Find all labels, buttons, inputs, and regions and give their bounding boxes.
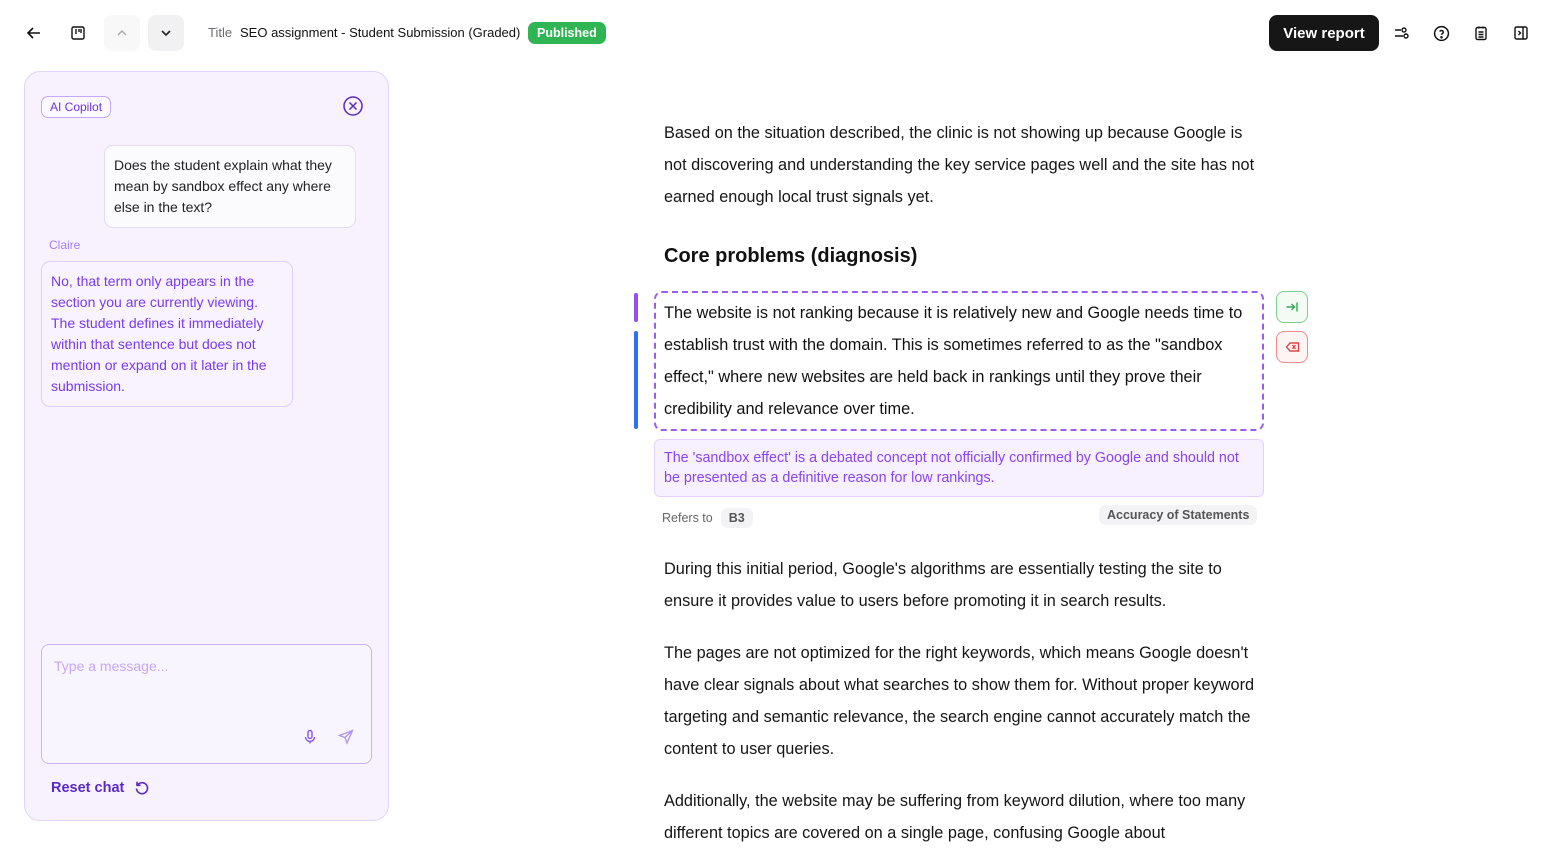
arrow-right-to-line-icon [1285,300,1299,314]
refresh-icon [134,780,150,796]
message-input[interactable] [41,644,372,764]
user-message: Does the student explain what they mean by sandbox effect any where else in the text? [104,145,356,228]
delete-comment-button[interactable] [1276,331,1308,363]
help-circle-icon [1433,25,1450,42]
next-button[interactable] [148,15,184,51]
annotation-marker-purple [634,293,638,322]
help-button[interactable] [1423,15,1459,51]
send-icon [338,729,354,745]
reset-chat-button[interactable] [51,780,150,796]
refers-to [662,508,753,528]
highlighted-passage[interactable] [654,291,1264,431]
paragraph: The pages are not optimized for the right keywords, which means Google doesn't have clear signals about what searches to show them for. Without proper keyword targeting and semantic relevance, the search engine cannot accurately match the content to user queries. [664,644,1255,758]
settings-button[interactable] [1383,15,1419,51]
section-heading: Core problems (diagnosis) [664,245,918,267]
backspace-icon [1285,340,1300,354]
microphone-icon [302,729,318,745]
reset-chat-label: Reset chat [51,780,125,796]
message-placeholder: Type a message... [54,658,169,674]
close-copilot-button[interactable] [343,96,363,121]
page-title: SEO assignment - Student Submission (Graded) [240,25,521,40]
chevron-up-icon [115,26,129,40]
send-button[interactable] [338,729,354,750]
refers-label: Refers to [662,511,713,525]
notes-button[interactable] [1463,15,1499,51]
clipboard-icon [1473,25,1489,41]
accept-comment-button[interactable] [1276,291,1308,323]
ai-copilot-panel [24,71,389,821]
microphone-button[interactable] [302,729,318,750]
status-badge: Published [528,22,606,44]
sidebar-right-icon [1513,25,1529,41]
close-circle-icon [343,96,363,116]
criterion-chip[interactable]: Accuracy of Statements [1099,505,1257,525]
assistant-name: Claire [49,238,81,252]
paragraph-intro: Based on the situation described, the clinic is not showing up because Google is not discovering and understanding the key service pages well and the site has not earned enough local trust signals yet. [664,124,1255,206]
assistant-message: No, that term only appears in the section you are currently viewing. The student defines it immediately within that sentence but does not mention or expand on it later in the submission. [41,261,293,407]
board-view-button[interactable] [60,15,96,51]
kanban-icon [70,25,86,41]
sliders-icon [1393,25,1409,41]
paragraph: Additionally, the website may be suffering from keyword dilution, where too many different topics are covered on a single page, confusing Google about [664,792,1246,842]
feedback-comment: The 'sandbox effect' is a debated concept not officially confirmed by Google and should not be presented as a definitive reason for low rankings. [654,439,1264,497]
annotation-marker-blue [634,331,638,429]
highlighted-text: The website is not ranking because it is relatively new and Google needs time to establish trust with the domain. This is sometimes referred to as the "sandbox effect," where new websites are held back in rankings until they prove their credibility and relevance over time. [664,304,1243,418]
toggle-panel-button[interactable] [1503,15,1539,51]
previous-button[interactable] [104,15,140,51]
view-report-button[interactable]: View report [1269,15,1379,51]
title-label: Title [208,25,233,40]
ai-copilot-badge: AI Copilot [41,96,111,118]
chevron-down-icon [159,26,173,40]
paragraph: During this initial period, Google's algorithms are essentially testing the site to ensure it provides value to users before promoting it in search results. [664,560,1222,610]
back-button[interactable] [16,15,52,51]
refers-chip[interactable]: B3 [721,508,753,528]
arrow-left-icon [26,25,42,41]
